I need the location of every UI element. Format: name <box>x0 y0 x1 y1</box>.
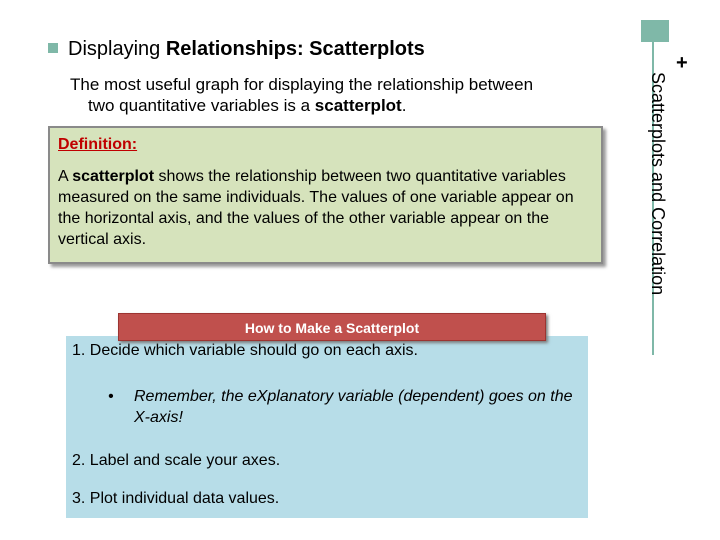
intro-line-1: The most useful graph for displaying the relationship between <box>70 75 534 94</box>
bullet-icon: • <box>108 388 114 405</box>
intro-line-2 <box>70 95 630 116</box>
step-1-note <box>108 386 578 428</box>
note-post: -axis! <box>144 409 183 426</box>
how-to-header-bar: How to Make a Scatterplot <box>118 313 546 341</box>
definition-text-post: shows the relationship between two quantitative variables measured on the same individuals. The values of one variable appear on the horizontal axis, and the values of the other variable appear on the vertical axis. <box>58 168 574 248</box>
plus-mark: + <box>676 52 688 74</box>
corner-accent-block <box>641 20 669 42</box>
definition-text-pre: A <box>58 168 73 185</box>
steps-box <box>66 336 588 518</box>
intro-text <box>70 74 630 116</box>
note-x: X <box>134 409 145 426</box>
definition-text <box>58 166 593 250</box>
step-2: 2. Label and scale your axes. <box>72 452 281 469</box>
title-first-word: Displaying <box>68 38 161 60</box>
intro-line-2-post: . <box>401 96 407 115</box>
definition-term: scatterplot <box>72 168 155 185</box>
step-1: 1. Decide which variable should go on each axis. <box>72 342 418 359</box>
side-title: Scatterplots and Correlation <box>648 72 668 296</box>
intro-term: scatterplot <box>314 96 402 115</box>
step-3: 3. Plot individual data values. <box>72 490 280 507</box>
note-pre: Remember, the eXplanatory variable (dependent) goes on the <box>134 388 573 405</box>
intro-line-2-pre: two quantitative variables is a <box>88 96 315 115</box>
title-rest: Relationships: Scatterplots <box>165 38 425 60</box>
square-bullet-icon <box>48 43 58 53</box>
step-1-note-text <box>134 386 578 428</box>
definition-box <box>48 126 603 264</box>
slide-title <box>48 38 425 61</box>
definition-label: Definition: <box>58 136 138 153</box>
